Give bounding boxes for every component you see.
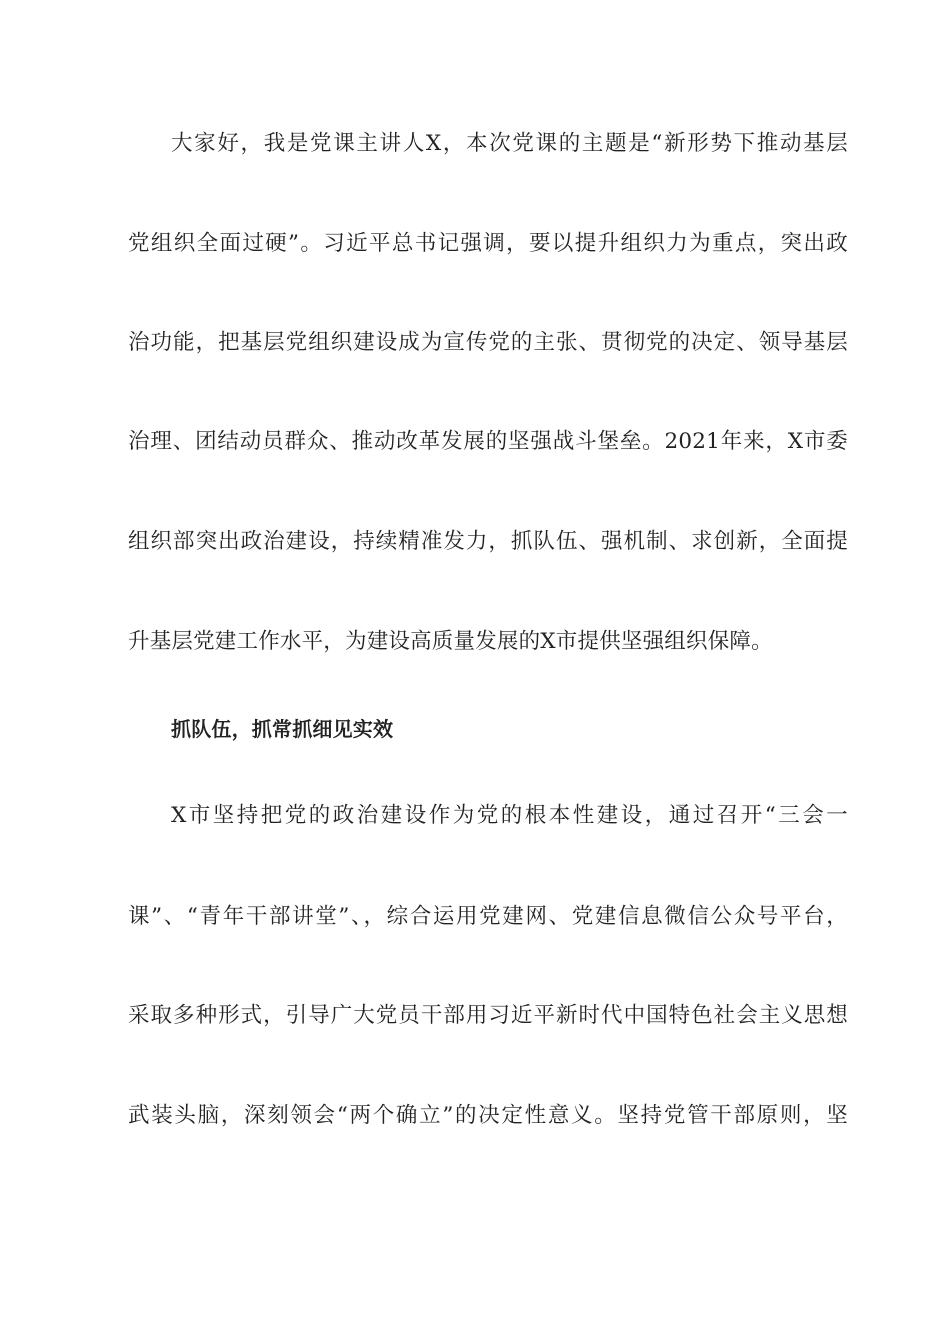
paragraph-1-line-2: 党组织全面过硬”。习近平总书记强调，要以提升组织力为重点，突出政 bbox=[128, 231, 848, 256]
paragraph-2-line-1: X市坚持把党的政治建设作为党的根本性建设，通过召开“三会一 bbox=[171, 803, 848, 828]
paragraph-2-line-3: 采取多种形式，引导广大党员干部用习近平新时代中国特色社会主义思想 bbox=[128, 1003, 848, 1028]
section-heading: 抓队伍，抓常抓细见实效 bbox=[171, 717, 394, 741]
paragraph-2-line-2: 课”、“青年干部讲堂”、，综合运用党建网、党建信息微信公众号平台， bbox=[128, 904, 848, 929]
paragraph-1-line-4: 治理、团结动员群众、推动改革发展的坚强战斗堡垒。2021年来，X市委 bbox=[128, 429, 848, 454]
paragraph-1-line-6: 升基层党建工作水平，为建设高质量发展的X市提供坚强组织保障。 bbox=[128, 629, 773, 654]
paragraph-2-line-4: 武装头脑，深刻领会“两个确立”的决定性意义。坚持党管干部原则，坚 bbox=[128, 1103, 848, 1128]
paragraph-1-line-3: 治功能，把基层党组织建设成为宣传党的主张、贯彻党的决定、领导基层 bbox=[128, 330, 848, 355]
paragraph-1-line-1: 大家好，我是党课主讲人X，本次党课的主题是“新形势下推动基层 bbox=[171, 131, 848, 156]
paragraph-1-line-5: 组织部突出政治建设，持续精准发力，抓队伍、强机制、求创新，全面提 bbox=[128, 529, 848, 554]
